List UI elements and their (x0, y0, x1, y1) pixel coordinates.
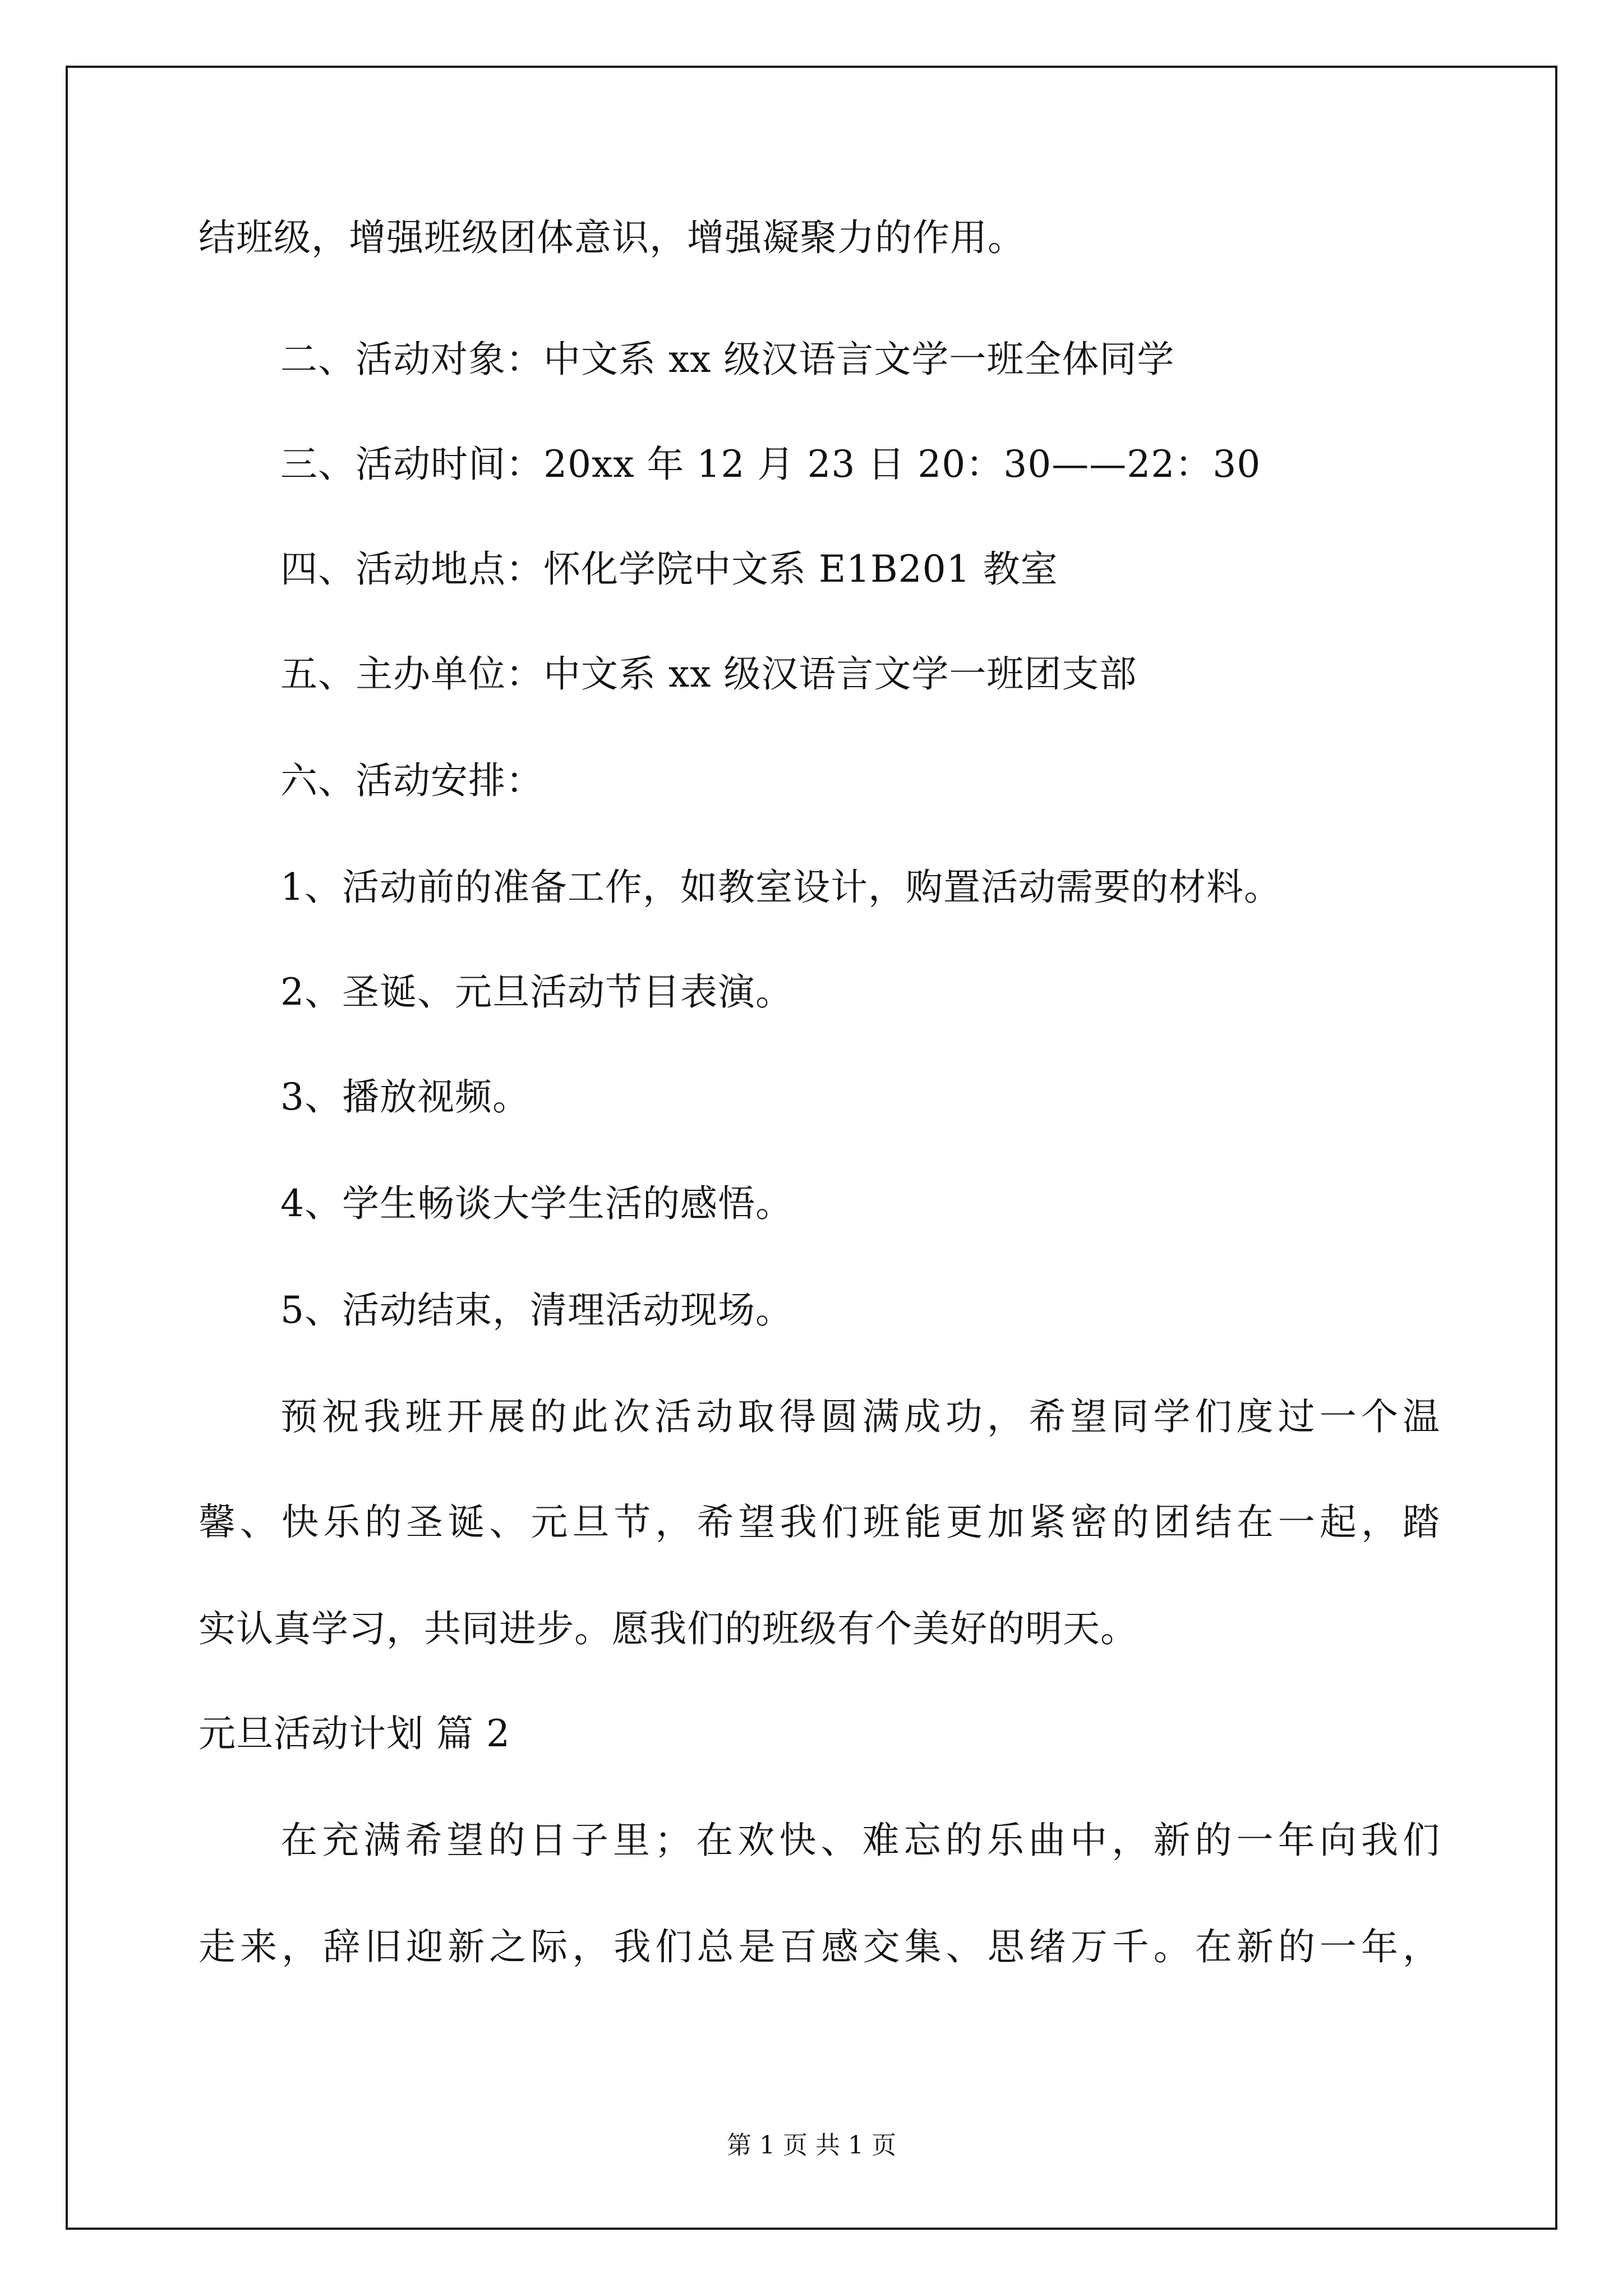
body-line: 五、主办单位：中文系 xx 级汉语言文学一班团支部 (280, 652, 1137, 696)
body-line: 六、活动安排： (280, 759, 543, 802)
body-line: 二、活动对象：中文系 xx 级汉语言文学一班全体同学 (280, 338, 1175, 381)
body-line: 四、活动地点：怀化学院中文系 E1B201 教室 (280, 547, 1058, 591)
body-line: 结班级，增强班级团体意识，增强凝聚力的作用。 (199, 216, 1025, 259)
list-item: 4、学生畅谈大学生活的感悟。 (280, 1182, 793, 1225)
body-line: 实认真学习，共同进步。愿我们的班级有个美好的明天。 (199, 1607, 1138, 1650)
body-line: 在充满希望的日子里；在欢快、难忘的乐曲中，新的一年向我们 (280, 1819, 1440, 1862)
list-item: 5、活动结束，清理活动现场。 (280, 1289, 793, 1332)
page-border (66, 66, 1557, 2230)
body-line: 三、活动时间：20xx 年 12 月 23 日 20：30——22：30 (280, 443, 1261, 486)
page-number: 第 1 页 共 1 页 (727, 2131, 896, 2160)
body-line: 馨、快乐的圣诞、元旦节，希望我们班能更加紧密的团结在一起，踏 (199, 1501, 1440, 1544)
body-line: 走来，辞旧迎新之际，我们总是百感交集、思绪万千。在新的一年， (199, 1925, 1440, 1968)
section-heading: 元旦活动计划 篇 2 (199, 1712, 510, 1755)
list-item: 3、播放视频。 (280, 1075, 530, 1119)
list-item: 2、圣诞、元旦活动节目表演。 (280, 970, 793, 1014)
list-item: 1、活动前的准备工作，如教室设计，购置活动需要的材料。 (280, 866, 1281, 909)
body-line: 预祝我班开展的此次活动取得圆满成功，希望同学们度过一个温 (280, 1395, 1440, 1438)
